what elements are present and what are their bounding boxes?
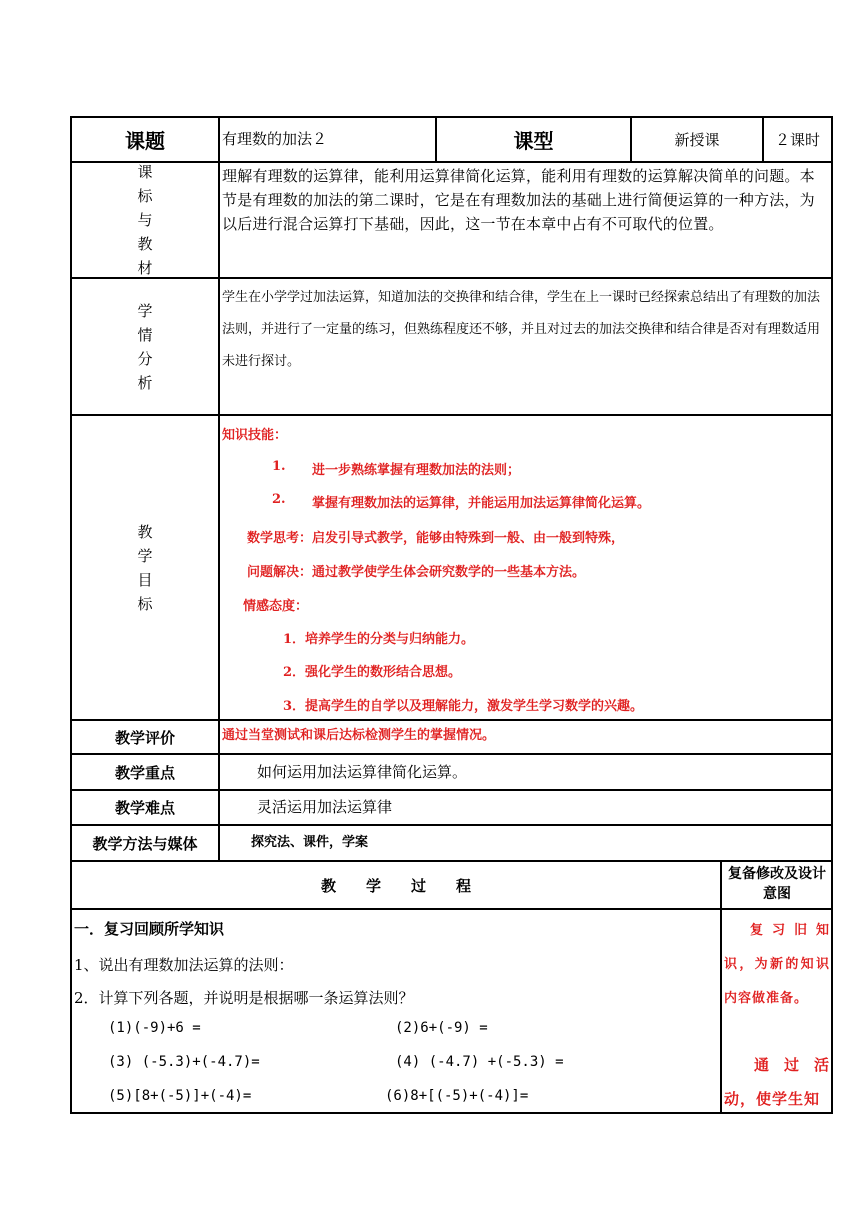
- section-heading: 一．复习回顾所学知识: [74, 920, 225, 938]
- label-char: 教: [137, 235, 153, 253]
- label-char: 析: [137, 373, 153, 392]
- methods-text: 探究法、课件，学案: [251, 835, 369, 850]
- process-side-title: 复备修改及设计意图: [728, 866, 826, 902]
- key-point-text: 如何运用加法运算律简化运算。: [257, 763, 468, 781]
- question-1: 1、说出有理数加法运算的法则：: [74, 956, 294, 974]
- attitude-title: 情感态度：: [243, 599, 309, 614]
- hours-value: ２课时: [774, 131, 820, 149]
- problem-solving: 问题解决：通过教学使学生体会研究数学的一些基本方法。: [247, 565, 586, 580]
- question-2: 2．计算下列各题，并说明是根据哪一条运算法则？: [74, 989, 414, 1007]
- label-char: 目: [137, 570, 153, 589]
- learner-text: 学生在小学学过加法运算，知道加法的交换律和结合律，学生在上一课时已经探索总结出了有理数的加法法则，并进行了一定量的练习，但熟练程度还不够，并且对过去的加法交换律和结合律是否对有理数适用未进行探讨。: [222, 290, 821, 369]
- knowledge-title: 知识技能：: [222, 428, 288, 443]
- label-char: 与: [137, 211, 153, 229]
- exercise-6: (6)8+[(-5)+(-4)]=: [385, 1088, 529, 1104]
- evaluation-text: 通过当堂测试和课后达标检测学生的掌握情况。: [222, 728, 496, 743]
- label-char: 分: [137, 349, 153, 368]
- col-divider: [720, 860, 722, 1114]
- label-char: 学: [137, 546, 153, 565]
- row-divider: [70, 908, 833, 910]
- col-divider: [218, 116, 220, 862]
- side-note-review: 复习旧知识，为新的知识内容做准备。: [724, 923, 830, 1006]
- goals-label: [72, 416, 218, 719]
- type-value: 新授课: [674, 131, 720, 149]
- label-char: 材: [137, 259, 153, 277]
- label-char: 学: [137, 301, 153, 320]
- label-char: 课: [137, 163, 153, 181]
- exercise-3: (3) (-5.3)+(-4.7)=: [108, 1054, 260, 1070]
- knowledge-item-2: 掌握有理数加法的运算律，并能运用加法运算律简化运算。: [312, 496, 651, 511]
- exercise-4: (4) (-4.7) +(-5.3) =: [395, 1054, 564, 1070]
- knowledge-item-1-num: 1.: [272, 459, 286, 474]
- exercise-1: (1)(-9)+6 =: [108, 1020, 201, 1036]
- math-thinking: 数学思考：启发引导式教学，能够由特殊到一般、由一般到特殊，: [247, 531, 625, 546]
- process-title: 教 学 过 程: [320, 876, 471, 895]
- learner-label: [72, 279, 218, 414]
- table-border-bottom: [70, 1112, 833, 1114]
- type-label: 课型: [513, 129, 554, 153]
- difficulty-text: 灵活运用加法运算律: [257, 798, 393, 816]
- topic-label: 课题: [125, 129, 165, 153]
- curriculum-text: 理解有理数的运算律，能利用运算律简化运算，能利用有理数的运算解决简单的问题。本节是有理数的加法的第二课时，它是在有理数加法的基础上进行简便运算的一种方法，为以后进行混合运算打下基础，因此，这一节在本章中占有不可取代的位置。: [222, 167, 815, 233]
- attitude-item-2: 2．强化学生的数形结合思想。: [283, 665, 462, 680]
- exercise-5: (5)[8+(-5)]+(-4)=: [108, 1088, 252, 1104]
- topic-value: 有理数的加法２: [222, 130, 328, 148]
- key-point-label: 教学重点: [114, 763, 175, 782]
- label-char: 标: [137, 187, 153, 205]
- side-note-activity: 通过活动，使学生知: [724, 1056, 830, 1108]
- label-char: 情: [137, 325, 153, 344]
- exercise-2: (2)6+(-9) =: [395, 1020, 488, 1036]
- difficulty-label: 教学难点: [114, 799, 175, 817]
- label-char: 教: [137, 522, 153, 541]
- label-char: 标: [137, 594, 153, 613]
- knowledge-item-2-num: 2.: [272, 492, 286, 507]
- evaluation-label: 教学评价: [114, 728, 175, 747]
- attitude-item-1: 1．培养学生的分类与归纳能力。: [283, 632, 475, 647]
- table-border-right: [831, 116, 833, 1114]
- knowledge-item-1: 进一步熟练掌握有理数加法的法则；: [312, 463, 521, 478]
- methods-label: 教学方法与媒体: [92, 834, 198, 853]
- attitude-item-3: 3．提高学生的自学以及理解能力，激发学生学习数学的兴趣。: [283, 699, 644, 714]
- curriculum-label: [72, 163, 218, 277]
